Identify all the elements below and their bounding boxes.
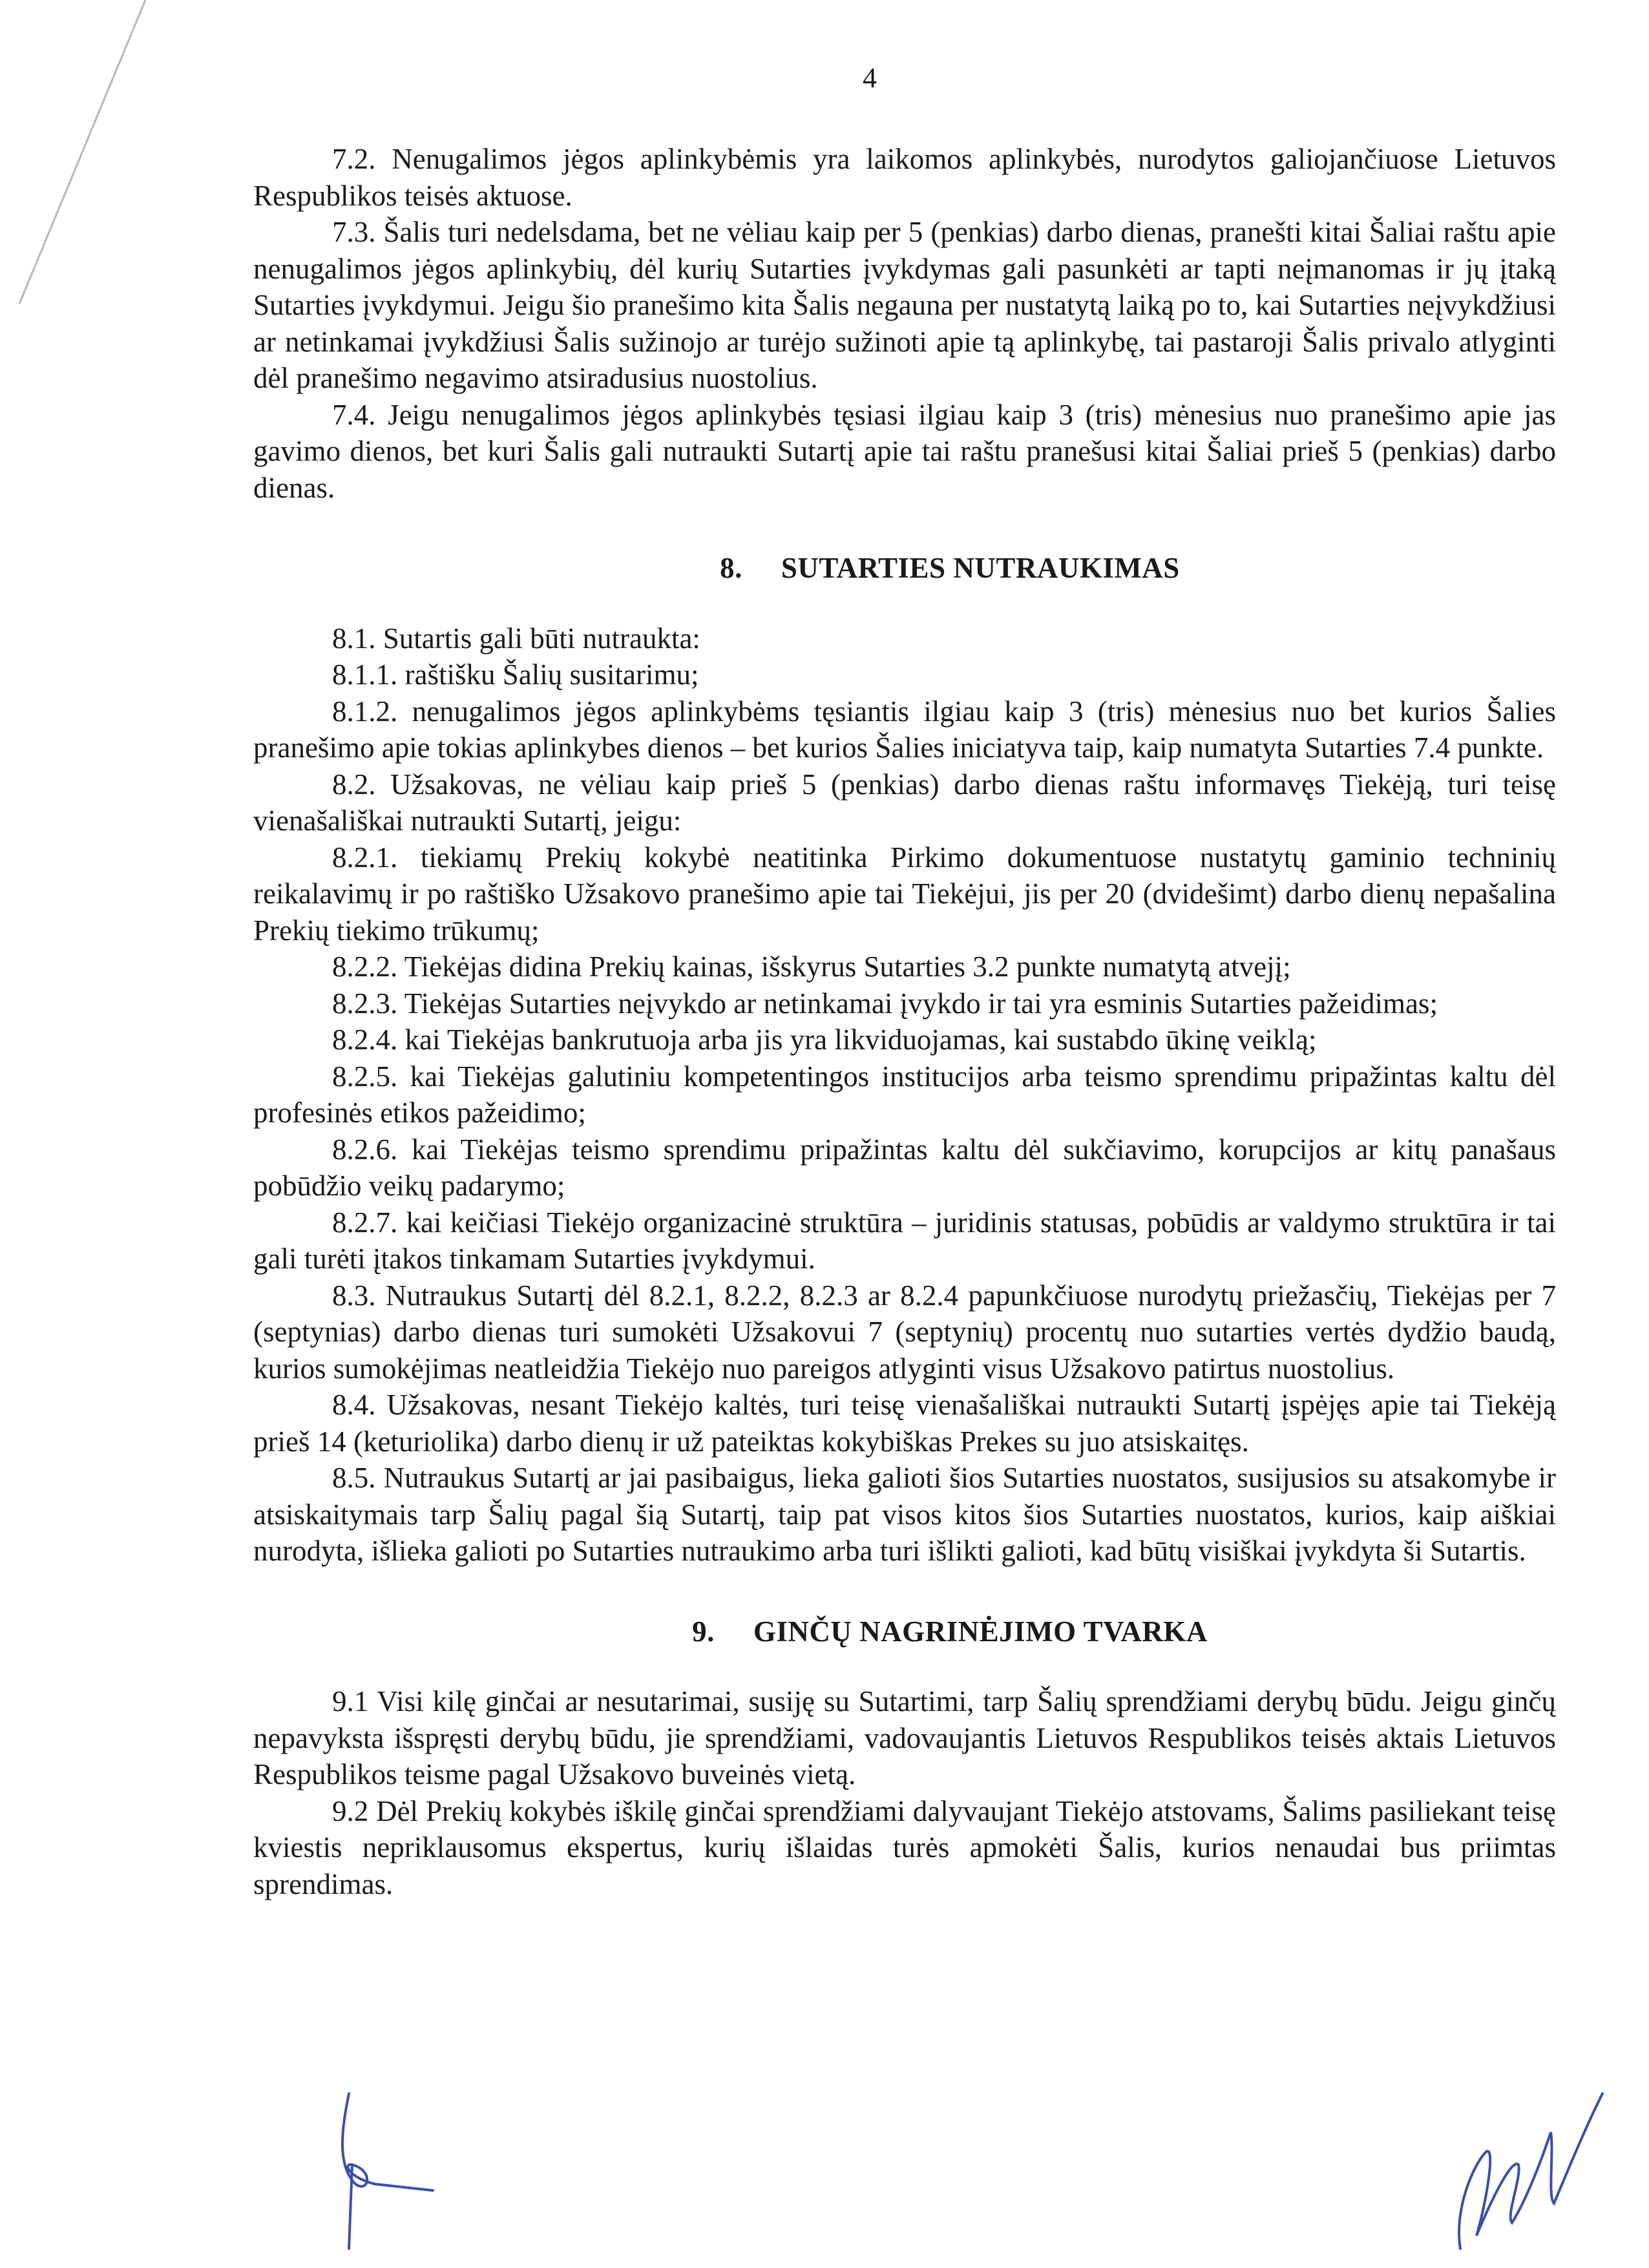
- signature-left: [304, 2087, 472, 2255]
- clause-8-3: 8.3. Nutraukus Sutartį dėl 8.2.1, 8.2.2, 8.2.3 ar 8.2.4 papunkčiuose nurodytų priežasčių, Tiekėjas per 7 (septynias) darbo dienas turi sumokėti Užsakovui 7 (septynių) procentų nuo sutarties vertės dydžio baudą, kurios sumokėjimas neatleidžia Tiekėjo nuo pareigos atlyginti visus Užsakovo patirtus nuostolius.: [253, 1279, 1556, 1385]
- clause-8-5: 8.5. Nutraukus Sutartį ar jai pasibaigus, lieka galioti šios Sutarties nuostatos, susijusios su atsakomybe ir atsiskaitymais tarp Šalių pagal šią Sutartį, taip pat visos kitos šios Sutarties nuostatos, kurios, kaip aiškiai nurodyta, išlieka galioti po Sutarties nutraukimo arba turi išlikti galioti, kad būtų visiškai įvykdyta ši Sutartis.: [253, 1462, 1556, 1567]
- clause-8-2-2: 8.2.2. Tiekėjas didina Prekių kainas, išskyrus Sutarties 3.2 punkte numatytą atvejį;: [332, 950, 1291, 983]
- clause-8-1: 8.1. Sutartis gali būti nutraukta:: [332, 622, 700, 655]
- clause-8-2-3: 8.2.3. Tiekėjas Sutarties neįvykdo ar netinkamai įvykdo ir tai yra esminis Sutarties pažeidimas;: [332, 987, 1438, 1020]
- section-number: 8.: [720, 552, 742, 584]
- clause-9-2: 9.2 Dėl Prekių kokybės iškilę ginčai sprendžiami dalyvaujant Tiekėjo atstovams, Šalims pasiliekant teisę kviestis nepriklausomus ekspertus, kurių išlaidas turės apmokėti Šalis, kurios nenaudai bus priimtas sprendimas.: [253, 1794, 1556, 1900]
- section-8: [253, 550, 1556, 1570]
- clause-9-1: 9.1 Visi kilę ginčai ar nesutarimai, susiję su Sutartimi, tarp Šalių sprendžiami derybų būdu. Jeigu ginčų nepavyksta išspręsti derybų būdu, jie sprendžiami, vadovaujantis Lietuvos Respublikos teisės aktais Lietuvos Respublikos teisme pagal Užsakovo buveinės vietą.: [253, 1685, 1556, 1790]
- section-7-continued: [253, 141, 1556, 506]
- clause-7-2: 7.2. Nenugalimos jėgos aplinkybėmis yra laikomos aplinkybės, nurodytos galiojančiuose Lietuvos Respublikos teisės aktuose.: [253, 143, 1556, 212]
- clause-8-2-5: 8.2.5. kai Tiekėjas galutiniu kompetentingos institucijos arba teismo sprendimu pripažintas kaltu dėl profesinės etikos pažeidimo;: [253, 1060, 1556, 1129]
- page-number: 4: [863, 62, 877, 94]
- clause-8-1-1: 8.1.1. raštišku Šalių susitarimu;: [332, 658, 699, 691]
- clause-8-2-4: 8.2.4. kai Tiekėjas bankrutuoja arba jis yra likviduojamas, kai sustabdo ūkinę veiklą;: [332, 1024, 1317, 1056]
- clause-7-4: 7.4. Jeigu nenugalimos jėgos aplinkybės tęsiasi ilgiau kaip 3 (tris) mėnesius nuo pranešimo apie jas gavimo dienos, bet kuri Šalis gali nutraukti Sutartį apie tai raštu pranešusi kitai Šaliai prieš 5 (penkias) darbo dienas.: [253, 398, 1556, 504]
- clause-8-1-2: 8.1.2. nenugalimos jėgos aplinkybėms tęsiantis ilgiau kaip 3 (tris) mėnesius nuo bet kurios Šalies pranešimo apie tokias aplinkybes dienos – bet kurios Šalies iniciatyva taip, kaip numatyta Sutarties 7.4 punkte.: [253, 695, 1556, 764]
- section-title: GINČŲ NAGRINĖJIMO TVARKA: [753, 1615, 1208, 1648]
- section-title: SUTARTIES NUTRAUKIMAS: [781, 552, 1180, 584]
- clause-8-2-1: 8.2.1. tiekiamų Prekių kokybė neatitinka Pirkimo dokumentuose nustatytų gaminio techninių reikalavimų ir po raštiško Užsakovo pranešimo apie tai Tiekėjui, jis per 20 (dvidešimt) darbo dienų nepašalina Prekių tiekimo trūkumų;: [253, 841, 1556, 947]
- section-heading: [253, 1613, 1556, 1650]
- scan-edge-mark: [0, 0, 168, 310]
- clause-8-2-6: 8.2.6. kai Tiekėjas teismo sprendimu pripažintas kaltu dėl sukčiavimo, korupcijos ar kitų panašaus pobūdžio veikų padarymo;: [253, 1133, 1556, 1202]
- clause-8-2-7: 8.2.7. kai keičiasi Tiekėjo organizacinė struktūra – juridinis statusas, pobūdis ar valdymo struktūra ir tai gali turėti įtakos tinkamam Sutarties įvykdymui.: [253, 1206, 1556, 1275]
- section-number: 9.: [692, 1615, 715, 1648]
- document-body: [253, 141, 1556, 1902]
- clause-8-4: 8.4. Užsakovas, nesant Tiekėjo kaltės, turi teisę vienašališkai nutraukti Sutartį įspėjęs apie tai Tiekėją prieš 14 (keturiolika) darbo dienų ir už pateiktas kokybiškas Prekes su juo atsiskaitęs.: [253, 1389, 1556, 1458]
- section-heading: [253, 550, 1556, 587]
- signature-right: [1415, 2055, 1622, 2262]
- clause-8-2: 8.2. Užsakovas, ne vėliau kaip prieš 5 (penkias) darbo dienas raštu informavęs Tiekėją, turi teisę vienašališkai nutraukti Sutartį, jeigu:: [253, 768, 1556, 837]
- section-9: [253, 1613, 1556, 1903]
- clause-7-3: 7.3. Šalis turi nedelsdama, bet ne vėliau kaip per 5 (penkias) darbo dienas, pranešti kitai Šaliai raštu apie nenugalimos jėgos aplinkybių, dėl kurių Sutarties įvykdymas gali pasunkėti ar tapti neįmanomas ir jų įtaką Sutarties įvykdymui. Jeigu šio pranešimo kita Šalis negauna per nustatytą laiką po to, kai Sutarties neįvykdžiusi ar netinkamai įvykdžiusi Šalis sužinojo ar turėjo sužinoti apie tą aplinkybę, tai pastaroji Šalis privalo atlyginti dėl pranešimo negavimo atsiradusius nuostolius.: [253, 216, 1556, 394]
